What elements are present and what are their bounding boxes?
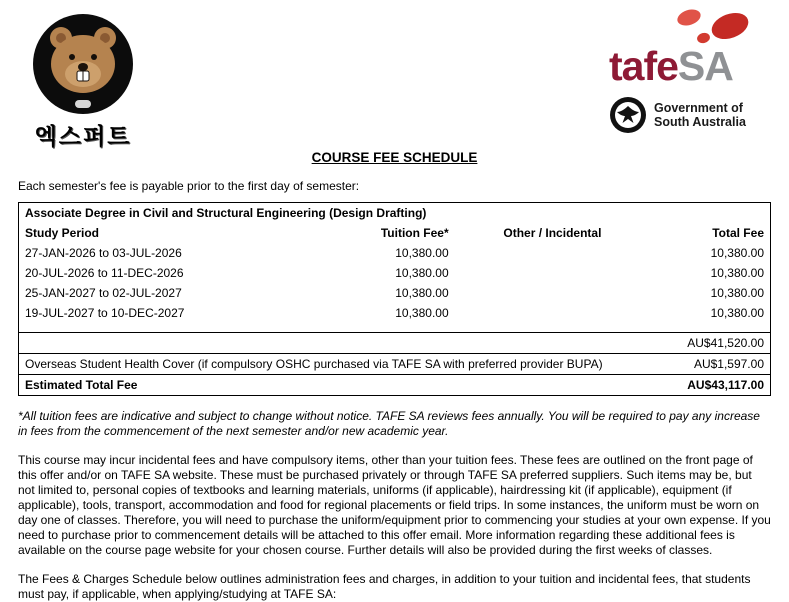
- fees-charges-paragraph: The Fees & Charges Schedule below outlines administration fees and charges, in addition to your tuition and incidental fees, that students must pay, if applicable, when applying/studying at TAFE SA:: [18, 571, 751, 601]
- total-fee-cell: 10,380.00: [710, 246, 764, 260]
- estimated-total-value: AU$43,117.00: [650, 374, 770, 395]
- estimated-total-row: [19, 374, 771, 395]
- document-body: [18, 179, 771, 602]
- tafe-logo-text: tafe: [609, 43, 678, 89]
- table-row: [19, 243, 771, 263]
- korean-logo-text: 엑스퍼트: [34, 123, 132, 149]
- intro-text: Each semester's fee is payable prior to the first day of semester:: [18, 179, 360, 193]
- oshc-value: AU$1,597.00: [650, 353, 770, 374]
- study-period-cell: 19-JUL-2027 to 10-DEC-2027: [25, 306, 185, 320]
- beaver-mascot-icon: [31, 12, 135, 116]
- col-header-tuition-fee: Tuition Fee*: [380, 226, 449, 240]
- total-fee-cell: 10,380.00: [710, 286, 764, 300]
- tuition-fee-cell: 10,380.00: [395, 266, 449, 280]
- tuition-fee-cell: 10,380.00: [395, 306, 449, 320]
- table-row: [19, 283, 771, 303]
- table-header-row: [19, 223, 771, 243]
- fee-table: [18, 202, 771, 396]
- table-course-title-row: [19, 203, 771, 224]
- oshc-row: [19, 353, 771, 374]
- government-line2: South Australia: [654, 115, 746, 129]
- study-period-cell: 27-JAN-2026 to 03-JUL-2026: [25, 246, 182, 260]
- oshc-label: Overseas Student Health Cover (if compulsory OSHC purchased via TAFE SA with preferred provider BUPA): [19, 353, 651, 374]
- course-title: Associate Degree in Civil and Structural Engineering (Design Drafting): [25, 206, 427, 220]
- col-header-study-period: Study Period: [25, 226, 100, 240]
- brand-block: [609, 6, 777, 134]
- other-incidental-cell: [455, 243, 651, 263]
- incidental-fees-paragraph: This course may incur incidental fees and have compulsory items, other than your tuition fees. These fees are outlined on the front page of this offer and/or on TAFE SA website. These must be purchased privately or through TAFE SA preferred suppliers. Such items may be, but not limited to, personal copies of textbooks and learning materials, uniforms (if applicable), hairdressing kit (if applicable), equipment (if applicable), tools, transport, accommodation and food for regional placements or field trips. In some instances, the uniform must be worn on day one of classes. Therefore, you will need to purchase the uniform/equipment prior to commencing your studies at your own expense. If you need to purchase prior to commencement details will be attached to this offer email. More information regarding these additional fees is available on the course page website for your chosen course. Further details will also be provided during the first weeks of classes.: [18, 452, 771, 557]
- government-line1: Government of: [654, 101, 743, 115]
- other-incidental-cell: [455, 263, 651, 283]
- study-period-cell: 20-JUL-2026 to 11-DEC-2026: [25, 266, 184, 280]
- col-header-other-incidental: Other / Incidental: [503, 226, 602, 240]
- red-dot-icon: [675, 7, 702, 29]
- total-fee-cell: 10,380.00: [710, 306, 764, 320]
- tuition-fee-cell: 10,380.00: [395, 286, 449, 300]
- tafesa-dots-decoration: [609, 6, 777, 46]
- table-spacer-row: [19, 323, 771, 332]
- page-title: COURSE FEE SCHEDULE: [311, 150, 478, 165]
- fee-disclaimer: *All tuition fees are indicative and subject to change without notice. TAFE SA reviews fees annually. You will be required to pay any increase in fees from the commencement of the next semester and/or new academic year.: [18, 408, 760, 438]
- study-period-cell: 25-JAN-2027 to 02-JUL-2027: [25, 286, 182, 300]
- mascot-logo: [18, 12, 148, 151]
- tuition-fee-cell: 10,380.00: [395, 246, 449, 260]
- sa-logo-text: SA: [677, 43, 733, 89]
- table-row: [19, 263, 771, 283]
- total-fee-cell: 10,380.00: [710, 266, 764, 280]
- subtotal-value: AU$41,520.00: [650, 332, 770, 353]
- other-incidental-cell: [455, 283, 651, 303]
- other-incidental-cell: [455, 303, 651, 323]
- red-dot-icon: [696, 31, 711, 44]
- government-emblem-icon: [609, 96, 647, 134]
- government-text: [654, 101, 746, 129]
- subtotal-row: [19, 332, 771, 353]
- table-row: [19, 303, 771, 323]
- tafesa-logo: [609, 43, 777, 89]
- red-dot-icon: [708, 8, 752, 44]
- government-logo: [609, 96, 777, 134]
- col-header-total-fee: Total Fee: [712, 226, 764, 240]
- estimated-total-label: Estimated Total Fee: [19, 374, 651, 395]
